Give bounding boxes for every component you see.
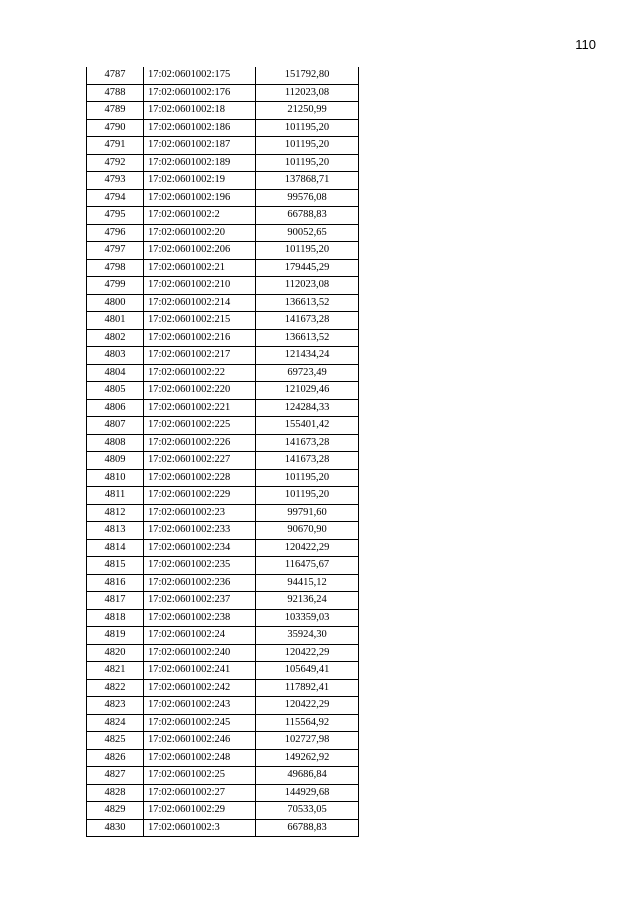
cadastral-value-cell: 66788,83 [256,819,359,837]
table-body [87,67,359,837]
table-row [87,662,359,680]
table-row [87,487,359,505]
row-number-cell: 4802 [87,329,144,347]
cadastral-number-cell: 17:02:0601002:189 [144,154,256,172]
cadastral-number-cell: 17:02:0601002:3 [144,819,256,837]
cadastral-number-cell: 17:02:0601002:215 [144,312,256,330]
table-row [87,347,359,365]
cadastral-number-cell: 17:02:0601002:236 [144,574,256,592]
cadastral-value-cell: 149262,92 [256,749,359,767]
cadastral-value-cell: 141673,28 [256,452,359,470]
cadastral-value-cell: 99791,60 [256,504,359,522]
cadastral-number-cell: 17:02:0601002:186 [144,119,256,137]
cadastral-number-cell: 17:02:0601002:23 [144,504,256,522]
row-number-cell: 4788 [87,84,144,102]
cadastral-number-cell: 17:02:0601002:237 [144,592,256,610]
cadastral-number-cell: 17:02:0601002:246 [144,732,256,750]
row-number-cell: 4795 [87,207,144,225]
cadastral-value-cell: 136613,52 [256,329,359,347]
cadastral-value-cell: 90670,90 [256,522,359,540]
row-number-cell: 4803 [87,347,144,365]
table-row [87,522,359,540]
table-row [87,714,359,732]
table-row [87,592,359,610]
row-number-cell: 4791 [87,137,144,155]
table-row [87,312,359,330]
cadastral-number-cell: 17:02:0601002:238 [144,609,256,627]
row-number-cell: 4794 [87,189,144,207]
cadastral-value-cell: 115564,92 [256,714,359,732]
table-row [87,364,359,382]
cadastral-value-cell: 70533,05 [256,802,359,820]
cadastral-value-cell: 101195,20 [256,119,359,137]
table-row [87,399,359,417]
row-number-cell: 4806 [87,399,144,417]
row-number-cell: 4824 [87,714,144,732]
cadastral-number-cell: 17:02:0601002:214 [144,294,256,312]
table-row [87,784,359,802]
row-number-cell: 4828 [87,784,144,802]
cadastral-value-cell: 112023,08 [256,84,359,102]
table-row [87,697,359,715]
table-row [87,207,359,225]
table-row [87,294,359,312]
cadastral-number-cell: 17:02:0601002:242 [144,679,256,697]
table-row [87,802,359,820]
cadastral-number-cell: 17:02:0601002:227 [144,452,256,470]
table-row [87,67,359,84]
cadastral-value-cell: 101195,20 [256,469,359,487]
cadastral-number-cell: 17:02:0601002:225 [144,417,256,435]
cadastral-number-cell: 17:02:0601002:241 [144,662,256,680]
cadastral-number-cell: 17:02:0601002:248 [144,749,256,767]
cadastral-number-cell: 17:02:0601002:175 [144,67,256,84]
cadastral-value-cell: 151792,80 [256,67,359,84]
page-number: 110 [575,37,596,52]
cadastral-number-cell: 17:02:0601002:233 [144,522,256,540]
cadastral-number-cell: 17:02:0601002:27 [144,784,256,802]
row-number-cell: 4796 [87,224,144,242]
row-number-cell: 4807 [87,417,144,435]
cadastral-number-cell: 17:02:0601002:29 [144,802,256,820]
cadastral-value-cell: 102727,98 [256,732,359,750]
row-number-cell: 4815 [87,557,144,575]
cadastral-number-cell: 17:02:0601002:217 [144,347,256,365]
table-row [87,749,359,767]
table-row [87,434,359,452]
cadastral-number-cell: 17:02:0601002:2 [144,207,256,225]
cadastral-value-cell: 105649,41 [256,662,359,680]
cadastral-value-cell: 120422,29 [256,644,359,662]
cadastral-number-cell: 17:02:0601002:25 [144,767,256,785]
table-row [87,382,359,400]
table-row [87,84,359,102]
table-row [87,242,359,260]
cadastral-value-cell: 117892,41 [256,679,359,697]
cadastral-value-cell: 92136,24 [256,592,359,610]
table-row [87,504,359,522]
cadastral-number-cell: 17:02:0601002:22 [144,364,256,382]
cadastral-value-cell: 101195,20 [256,154,359,172]
cadastral-value-cell: 144929,68 [256,784,359,802]
row-number-cell: 4799 [87,277,144,295]
row-number-cell: 4830 [87,819,144,837]
row-number-cell: 4813 [87,522,144,540]
cadastral-number-cell: 17:02:0601002:216 [144,329,256,347]
row-number-cell: 4805 [87,382,144,400]
row-number-cell: 4814 [87,539,144,557]
row-number-cell: 4819 [87,627,144,645]
cadastral-number-cell: 17:02:0601002:21 [144,259,256,277]
table-row [87,819,359,837]
table-row [87,172,359,190]
row-number-cell: 4810 [87,469,144,487]
row-number-cell: 4809 [87,452,144,470]
table-row [87,557,359,575]
cadastral-number-cell: 17:02:0601002:206 [144,242,256,260]
table-row [87,469,359,487]
cadastral-number-cell: 17:02:0601002:20 [144,224,256,242]
table-row [87,767,359,785]
cadastral-value-cell: 49686,84 [256,767,359,785]
cadastral-value-cell: 120422,29 [256,539,359,557]
table-row [87,154,359,172]
cadastral-number-cell: 17:02:0601002:210 [144,277,256,295]
cadastral-value-cell: 141673,28 [256,312,359,330]
row-number-cell: 4829 [87,802,144,820]
table-row [87,679,359,697]
cadastral-number-cell: 17:02:0601002:226 [144,434,256,452]
table-row [87,644,359,662]
cadastral-number-cell: 17:02:0601002:19 [144,172,256,190]
table-row [87,102,359,120]
row-number-cell: 4789 [87,102,144,120]
cadastral-value-cell: 101195,20 [256,242,359,260]
cadastral-number-cell: 17:02:0601002:243 [144,697,256,715]
cadastral-value-cell: 35924,30 [256,627,359,645]
cadastral-number-cell: 17:02:0601002:176 [144,84,256,102]
cadastral-value-cell: 179445,29 [256,259,359,277]
row-number-cell: 4827 [87,767,144,785]
table-row [87,224,359,242]
row-number-cell: 4801 [87,312,144,330]
table-row [87,732,359,750]
row-number-cell: 4792 [87,154,144,172]
row-number-cell: 4793 [87,172,144,190]
cadastral-number-cell: 17:02:0601002:220 [144,382,256,400]
cadastral-value-cell: 99576,08 [256,189,359,207]
row-number-cell: 4823 [87,697,144,715]
cadastral-number-cell: 17:02:0601002:235 [144,557,256,575]
cadastral-value-cell: 116475,67 [256,557,359,575]
row-number-cell: 4820 [87,644,144,662]
cadastral-value-table [86,67,359,837]
cadastral-number-cell: 17:02:0601002:245 [144,714,256,732]
table-row [87,452,359,470]
table-row [87,119,359,137]
table-row [87,417,359,435]
table-row [87,609,359,627]
cadastral-value-cell: 155401,42 [256,417,359,435]
row-number-cell: 4826 [87,749,144,767]
cadastral-value-cell: 69723,49 [256,364,359,382]
cadastral-number-cell: 17:02:0601002:18 [144,102,256,120]
table-row [87,574,359,592]
cadastral-number-cell: 17:02:0601002:187 [144,137,256,155]
table-row [87,539,359,557]
table-row [87,329,359,347]
cadastral-value-cell: 66788,83 [256,207,359,225]
cadastral-number-cell: 17:02:0601002:24 [144,627,256,645]
row-number-cell: 4811 [87,487,144,505]
cadastral-value-cell: 120422,29 [256,697,359,715]
cadastral-number-cell: 17:02:0601002:228 [144,469,256,487]
row-number-cell: 4787 [87,67,144,84]
row-number-cell: 4818 [87,609,144,627]
row-number-cell: 4821 [87,662,144,680]
table-row [87,259,359,277]
cadastral-value-cell: 90052,65 [256,224,359,242]
table-row [87,277,359,295]
cadastral-value-cell: 121029,46 [256,382,359,400]
cadastral-number-cell: 17:02:0601002:240 [144,644,256,662]
row-number-cell: 4798 [87,259,144,277]
cadastral-number-cell: 17:02:0601002:196 [144,189,256,207]
table-row [87,627,359,645]
cadastral-value-cell: 101195,20 [256,487,359,505]
cadastral-number-cell: 17:02:0601002:229 [144,487,256,505]
cadastral-value-cell: 121434,24 [256,347,359,365]
row-number-cell: 4800 [87,294,144,312]
cadastral-value-cell: 136613,52 [256,294,359,312]
cadastral-value-cell: 112023,08 [256,277,359,295]
row-number-cell: 4825 [87,732,144,750]
cadastral-number-cell: 17:02:0601002:234 [144,539,256,557]
cadastral-value-cell: 103359,03 [256,609,359,627]
row-number-cell: 4812 [87,504,144,522]
row-number-cell: 4808 [87,434,144,452]
row-number-cell: 4797 [87,242,144,260]
cadastral-value-cell: 21250,99 [256,102,359,120]
cadastral-value-cell: 101195,20 [256,137,359,155]
table-row [87,137,359,155]
row-number-cell: 4822 [87,679,144,697]
cadastral-value-cell: 137868,71 [256,172,359,190]
row-number-cell: 4817 [87,592,144,610]
cadastral-value-cell: 124284,33 [256,399,359,417]
row-number-cell: 4804 [87,364,144,382]
cadastral-value-cell: 94415,12 [256,574,359,592]
cadastral-value-cell: 141673,28 [256,434,359,452]
row-number-cell: 4790 [87,119,144,137]
table-row [87,189,359,207]
cadastral-number-cell: 17:02:0601002:221 [144,399,256,417]
row-number-cell: 4816 [87,574,144,592]
